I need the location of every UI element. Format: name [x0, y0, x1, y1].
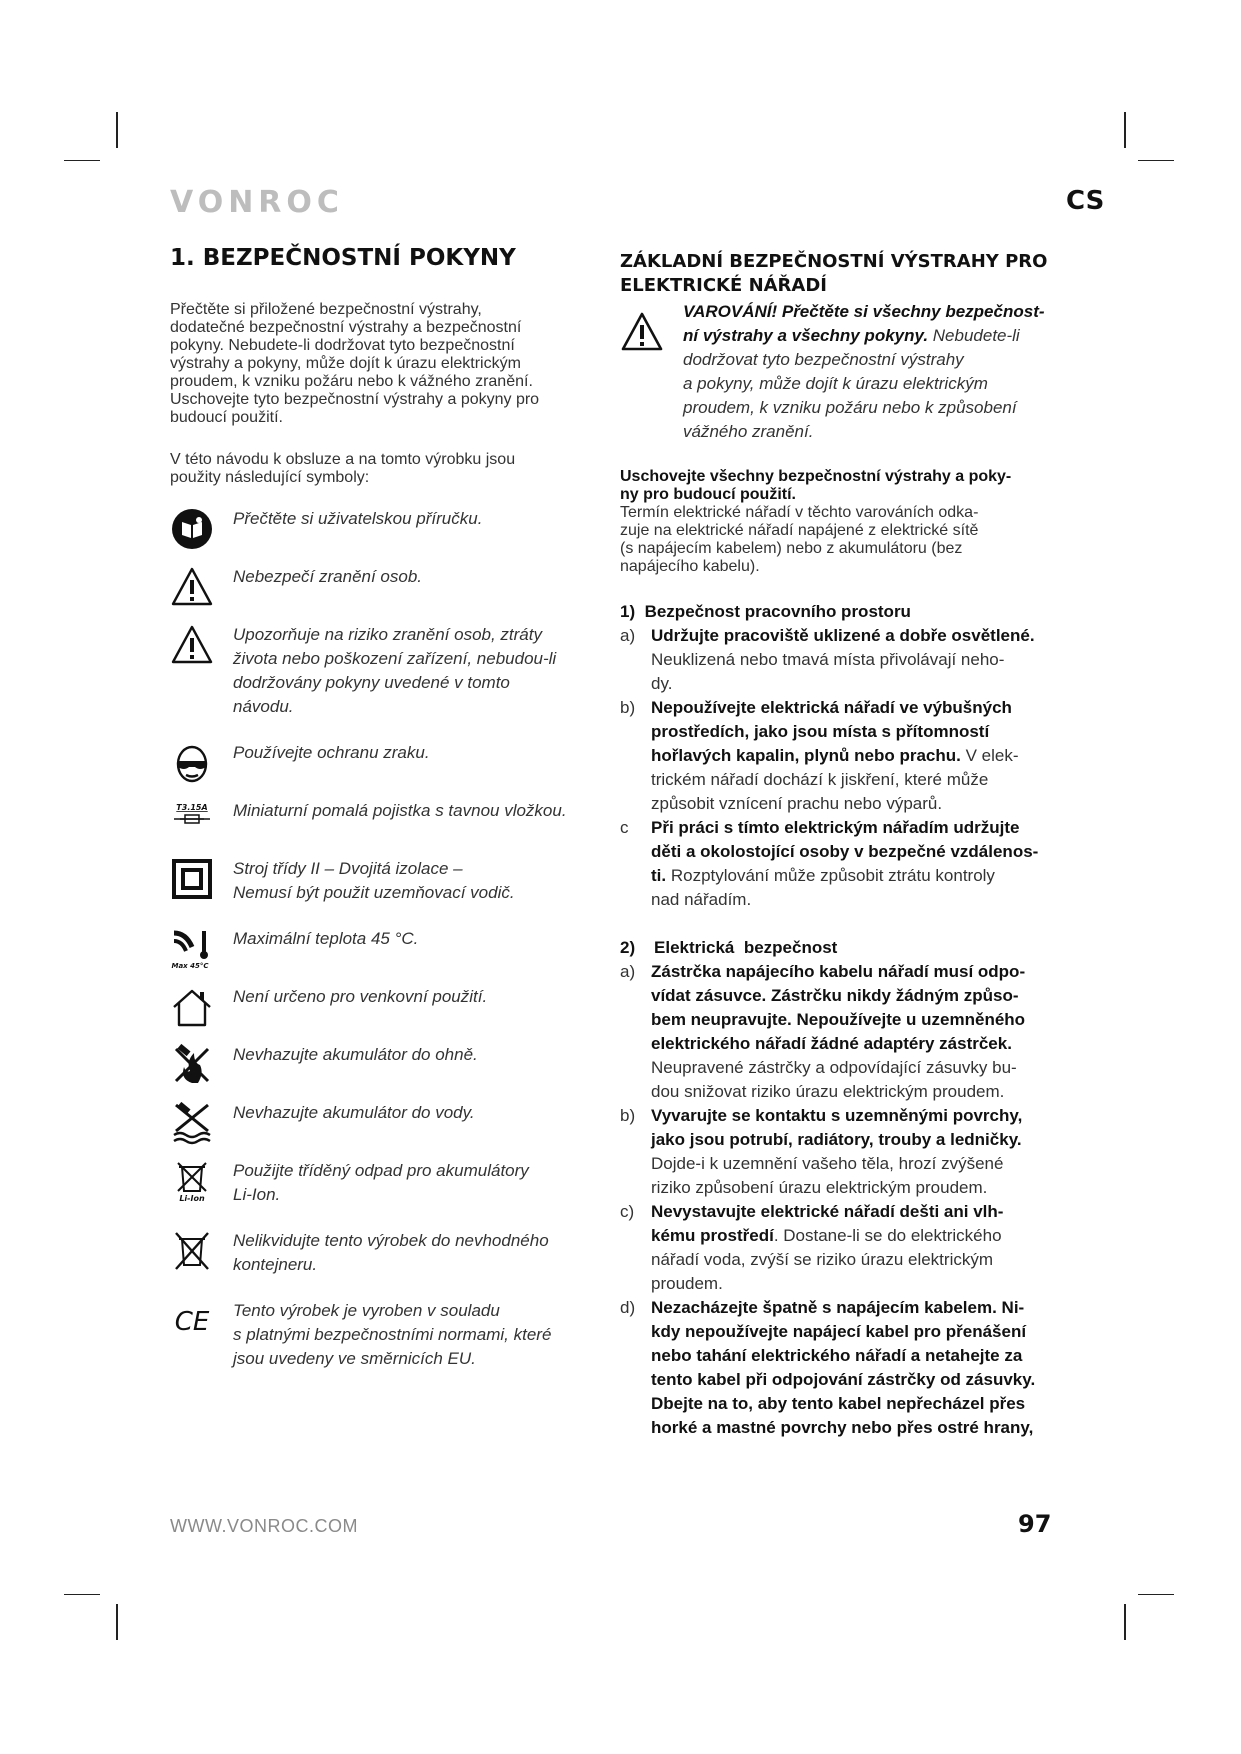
section2-title — [620, 936, 1065, 960]
symbol-description: Není určeno pro venkovní použití. — [233, 987, 488, 1006]
brand-logo: VONROC — [170, 185, 344, 220]
item-text: způsobit vznícení prachu nebo výparů. — [651, 794, 943, 813]
symbol-row — [170, 1299, 600, 1371]
term-line: Termín elektrické nářadí v těchto varováních odka- — [620, 504, 979, 521]
symbol-description: života nebo poškození zařízení, nebudou-li — [233, 649, 557, 668]
intro-line: dodatečné bezpečnostní výstrahy a bezpečnostní — [170, 319, 522, 336]
symbol-description: Nebezpečí zranění osob. — [233, 567, 423, 586]
symbol-description: Nemusí být použit uzemňovací vodič. — [233, 883, 515, 902]
warning-bold-2: ní výstrahy a všechny pokyny. — [683, 326, 929, 345]
list-marker: b) — [620, 698, 636, 717]
symbol-row — [170, 985, 600, 1025]
item-line — [651, 960, 1065, 984]
symbol-description: Miniaturní pomalá pojistka s tavnou vložkou. — [233, 801, 567, 820]
warning-triangle-icon — [170, 565, 214, 609]
intro-line: proudem, k vzniku požáru nebo k vážného zranění. — [170, 373, 533, 390]
section1-title-text: Bezpečnost pracovního prostoru — [644, 602, 911, 621]
indoor-use-only-icon — [170, 985, 214, 1029]
left-column — [170, 243, 600, 1393]
warning-bold-1: VAROVÁNÍ! Přečtěte si všechny bezpečnost- — [683, 302, 1045, 321]
warning-triangle-icon — [170, 623, 214, 667]
crop-mark — [116, 1604, 118, 1640]
symbols-intro-line: V této návodu k obsluze a na tomto výrobku jsou — [170, 451, 516, 468]
item-text: Neuklizená nebo tmavá místa přivolávají neho- — [651, 650, 1005, 669]
item-line — [651, 1104, 1065, 1128]
symbols-intro-line: použity následující symboly: — [170, 469, 370, 486]
item-line — [651, 1416, 1065, 1440]
symbols-intro — [170, 451, 600, 487]
keep-line: ny pro budoucí použití. — [620, 486, 796, 503]
item-bold-text: ti. — [651, 866, 667, 885]
item-text: dy. — [651, 674, 673, 693]
eye-protection-icon — [170, 741, 214, 785]
item-line — [651, 840, 1065, 864]
item-bold-text: elektrického nářadí žádné adaptéry zástrček. — [651, 1034, 1012, 1053]
term-line: (s napájecím kabelem) nebo z akumulátoru (bez — [620, 540, 963, 557]
symbol-description: Upozorňuje na riziko zranění osob, ztráty — [233, 625, 542, 644]
crop-mark — [64, 1594, 100, 1595]
item-line — [651, 696, 1065, 720]
svg-text:T3.15A: T3.15A — [176, 803, 208, 812]
item-bold-text: děti a okolostojící osoby v bezpečné vzdálenos- — [651, 842, 1039, 861]
item-bold-text: Nepoužívejte elektrická nářadí ve výbušných — [651, 698, 1012, 717]
list-item — [620, 960, 1065, 1104]
item-line — [651, 1128, 1065, 1152]
item-bold-text: Nezacházejte špatně s napájecím kabelem. Ni- — [651, 1298, 1025, 1317]
keep-instructions — [620, 468, 1065, 504]
symbol-row — [170, 565, 600, 605]
item-text: nářadí voda, zvýší se riziko úrazu elektrickým — [651, 1250, 994, 1269]
symbol-description: Li-Ion. — [233, 1185, 281, 1204]
heading-line: ELEKTRICKÉ NÁŘADÍ — [620, 275, 827, 296]
symbol-row — [170, 857, 600, 905]
item-text: . Dostane-li se do elektrického — [773, 1226, 1002, 1245]
item-bold-text: bem neupravujte. Nepoužívejte u uzemněného — [651, 1010, 1026, 1029]
item-line — [651, 1224, 1065, 1248]
list-item — [620, 1200, 1065, 1296]
intro-line: výstrahy a pokyny, může dojít k úrazu elektrickým — [170, 355, 521, 372]
item-bold-text: kému prostředí — [651, 1226, 774, 1245]
svg-text:Li-Ion: Li-Ion — [179, 1194, 205, 1203]
item-line — [651, 624, 1065, 648]
svg-text:Max 45°C: Max 45°C — [171, 962, 209, 970]
item-text: Dojde-i k uzemnění vašeho těla, hrozí zvýšené — [651, 1154, 1004, 1173]
list-item — [620, 1296, 1065, 1440]
item-line — [651, 984, 1065, 1008]
symbol-description: kontejneru. — [233, 1255, 318, 1274]
list-item — [620, 816, 1065, 912]
warning-box — [620, 300, 1065, 444]
item-bold-text: kdy nepoužívejte napájecí kabel pro přenášení — [651, 1322, 1027, 1341]
item-text: riziko způsobení úrazu elektrickým proudem. — [651, 1178, 988, 1197]
list-marker: c — [620, 818, 629, 837]
item-bold-text: vídat zásuvce. Zástrčku nikdy žádným způso- — [651, 986, 1019, 1005]
warning-line: a pokyny, může dojít k úrazu elektrickým — [683, 374, 988, 393]
item-text: V elek- — [960, 746, 1019, 765]
section2-title-text: Elektrická bezpečnost — [654, 938, 838, 957]
li-ion-recycle-icon — [170, 1159, 214, 1203]
symbol-description: Tento výrobek je vyroben v souladu — [233, 1301, 500, 1320]
list-item — [620, 624, 1065, 696]
heading-line: ZÁKLADNÍ BEZPEČNOSTNÍ VÝSTRAHY PRO — [620, 251, 1048, 272]
warning-triangle-icon — [620, 310, 664, 354]
svg-text:CE: CE — [174, 1307, 210, 1337]
section1-title — [620, 600, 1065, 624]
item-text: trickém nářadí dochází k jiskření, které může — [651, 770, 989, 789]
read-manual-icon — [170, 507, 214, 551]
section2-number: 2) — [620, 938, 636, 957]
list-marker: c) — [620, 1202, 635, 1221]
item-line — [651, 1320, 1065, 1344]
item-line — [651, 744, 1065, 768]
item-text: Neupravené zástrčky a odpovídající zásuvky bu- — [651, 1058, 1017, 1077]
weee-bin-icon — [170, 1229, 214, 1273]
term-line: napájecího kabelu). — [620, 558, 760, 575]
right-column — [620, 250, 1065, 1440]
intro-line: Uschovejte tyto bezpečnostní výstrahy a pokyny pro — [170, 391, 540, 408]
intro-line: budoucí použití. — [170, 409, 283, 426]
page-number: 97 — [1018, 1510, 1052, 1538]
symbol-description: Používejte ochranu zraku. — [233, 743, 430, 762]
item-bold-text: horké a mastné povrchy nebo přes ostré hrany, — [651, 1418, 1034, 1437]
term-line: zuje na elektrické nářadí napájené z elektrické sítě — [620, 522, 979, 539]
item-text: nad nářadím. — [651, 890, 752, 909]
keep-line: Uschovejte všechny bezpečnostní výstrahy a poky- — [620, 468, 1012, 485]
item-line — [651, 720, 1065, 744]
warning-text: Nebudete-li — [928, 326, 1020, 345]
symbol-list — [170, 507, 600, 1371]
symbol-row — [170, 799, 600, 839]
item-text: Rozptylování může způsobit ztrátu kontroly — [666, 866, 995, 885]
item-bold-text: Vyvarujte se kontaktu s uzemněnými povrchy, — [651, 1106, 1023, 1125]
no-water-icon — [170, 1101, 214, 1145]
crop-mark — [64, 160, 100, 161]
general-warnings-heading — [620, 250, 1065, 298]
section1-number: 1) — [620, 602, 636, 621]
warning-line: proudem, k vzniku požáru nebo k způsobení — [683, 398, 1017, 417]
symbol-row — [170, 1043, 600, 1083]
max-temperature-icon — [170, 927, 214, 971]
crop-mark — [1124, 1604, 1126, 1640]
symbol-description: Nevhazujte akumulátor do ohně. — [233, 1045, 478, 1064]
footer-url: WWW.VONROC.COM — [170, 1516, 358, 1536]
item-line — [651, 1296, 1065, 1320]
symbol-description: Použijte tříděný odpad pro akumulátory — [233, 1161, 529, 1180]
intro-line: Přečtěte si přiložené bezpečnostní výstrahy, — [170, 301, 482, 318]
symbol-description: Maximální teplota 45 °C. — [233, 929, 419, 948]
symbol-description: s platnými bezpečnostními normami, které — [233, 1325, 552, 1344]
item-line — [651, 1392, 1065, 1416]
item-bold-text: nebo tahání elektrického nářadí a netahejte za — [651, 1346, 1023, 1365]
symbol-row — [170, 1159, 600, 1207]
section-heading: 1. BEZPEČNOSTNÍ POKYNY — [170, 245, 516, 271]
warning-line: vážného zranění. — [683, 422, 814, 441]
item-line — [651, 1344, 1065, 1368]
symbol-row — [170, 927, 600, 970]
symbol-description: Přečtěte si uživatelskou příručku. — [233, 509, 483, 528]
symbol-description: jsou uvedeny ve směrnicích EU. — [233, 1349, 476, 1368]
ce-mark-icon — [170, 1299, 214, 1343]
symbol-row — [170, 507, 600, 547]
warning-line: dodržovat tyto bezpečnostní výstrahy — [683, 350, 964, 369]
item-bold-text: Při práci s tímto elektrickým nářadím udržujte — [651, 818, 1020, 837]
crop-mark — [1124, 112, 1126, 148]
fuse-icon — [170, 799, 214, 843]
list-item — [620, 696, 1065, 816]
list-marker: d) — [620, 1298, 636, 1317]
list-marker: a) — [620, 626, 636, 645]
symbol-row — [170, 1229, 600, 1277]
symbol-description: Nevhazujte akumulátor do vody. — [233, 1103, 475, 1122]
item-line — [651, 864, 1065, 888]
symbol-row — [170, 1101, 600, 1141]
class-ii-insulation-icon — [170, 857, 214, 901]
item-line — [651, 1032, 1065, 1056]
symbol-description: Nelikvidujte tento výrobek do nevhodného — [233, 1231, 549, 1250]
list-item — [620, 1104, 1065, 1200]
item-bold-text: jako jsou potrubí, radiátory, trouby a ledničky. — [651, 1130, 1022, 1149]
item-line — [651, 1368, 1065, 1392]
intro-line: pokyny. Nebudete-li dodržovat tyto bezpečnostní — [170, 337, 515, 354]
list-marker: a) — [620, 962, 636, 981]
symbol-row — [170, 623, 600, 719]
item-bold-text: Dbejte na to, aby tento kabel nepřecházel přes — [651, 1394, 1026, 1413]
list-marker: b) — [620, 1106, 636, 1125]
symbol-row — [170, 741, 600, 781]
term-definition — [620, 504, 1065, 576]
item-line — [651, 1200, 1065, 1224]
crop-mark — [1138, 1594, 1174, 1595]
language-code: CS — [1066, 186, 1105, 216]
symbol-description: návodu. — [233, 697, 294, 716]
item-bold-text: hořlavých kapalin, plynů nebo prachu. — [651, 746, 961, 765]
item-line — [651, 816, 1065, 840]
item-bold-text: tento kabel při odpojování zástrčky od zásuvky. — [651, 1370, 1036, 1389]
item-bold-text: Zástrčka napájecího kabelu nářadí musí odpo- — [651, 962, 1026, 981]
symbol-description: dodržovány pokyny uvedené v tomto — [233, 673, 510, 692]
intro-paragraph — [170, 301, 600, 427]
symbol-description: Stroj třídy II – Dvojitá izolace – — [233, 859, 463, 878]
item-bold-text: Udržujte pracoviště uklizené a dobře osvětlené. — [651, 626, 1035, 645]
crop-mark — [1138, 160, 1174, 161]
item-bold-text: Nevystavujte elektrické nářadí dešti ani vlh- — [651, 1202, 1004, 1221]
item-text: proudem. — [651, 1274, 723, 1293]
item-line — [651, 1008, 1065, 1032]
crop-mark — [116, 112, 118, 148]
item-bold-text: prostředích, jako jsou místa s přítomností — [651, 722, 990, 741]
no-fire-icon — [170, 1043, 214, 1087]
item-text: dou snižovat riziko úrazu elektrickým proudem. — [651, 1082, 1005, 1101]
